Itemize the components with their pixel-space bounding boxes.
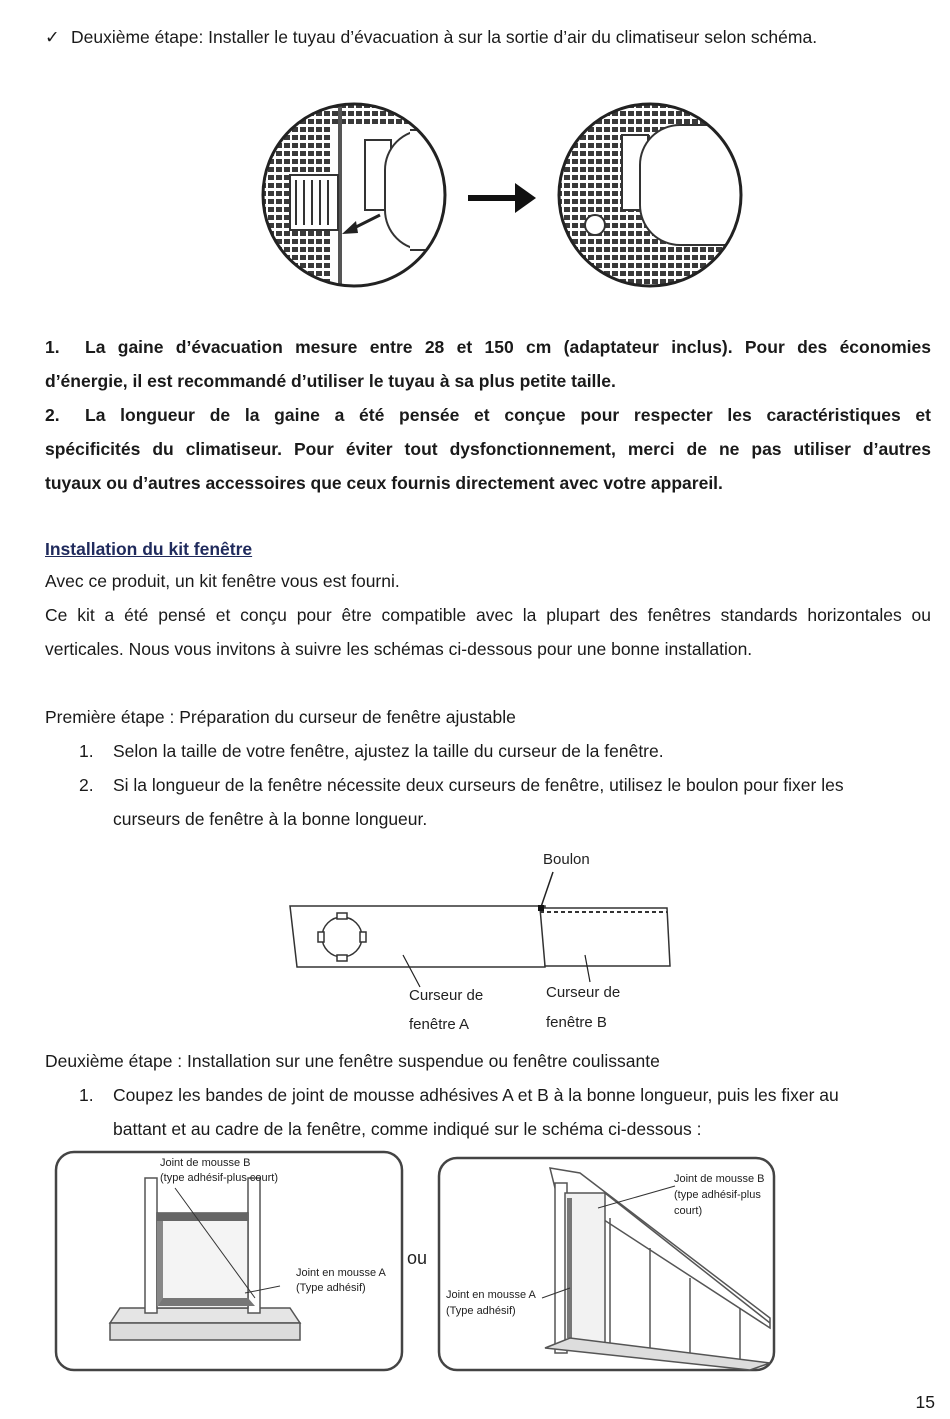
list-number: 2.	[79, 775, 94, 795]
note-1-line-2: d’énergie, il est recommandé d’utiliser le tuyau à sa plus petite taille.	[45, 371, 616, 391]
list-number: 1.	[79, 741, 94, 761]
slider-b	[540, 908, 670, 966]
note-2-number: 2.	[45, 405, 60, 425]
arrow-right-icon	[468, 183, 536, 213]
note-2-line-1	[45, 398, 931, 432]
slider-a-label-2: fenêtre A	[409, 1016, 470, 1033]
kit-paragraph-2-line-2: verticales. Nous vous invitons à suivre les schémas ci-dessous pour une bonne installation.	[45, 639, 753, 659]
foam-b-type-label: (type adhésif-plus court)	[160, 1172, 278, 1184]
window-figures	[50, 1148, 780, 1378]
hose-installation-figure	[260, 95, 750, 295]
page-number: 15	[915, 1392, 935, 1412]
checklist-item	[45, 22, 817, 52]
hanging-window-panel	[56, 1152, 402, 1370]
bolt-label: Boulon	[543, 851, 590, 868]
slider-b-label: Curseur de	[546, 984, 621, 1001]
second-step-item-1-cont: battant et au cadre de la fenêtre, comme indiqué sur le schéma ci-dessous :	[113, 1119, 702, 1139]
note-1-text: La gaine d’évacuation mesure entre 28 et 150 cm (adaptateur inclus). Pour des économies	[85, 337, 931, 357]
checklist-text: Deuxième étape: Installer le tuyau d’évacuation à sur la sortie d’air du climatiseur selon schéma.	[71, 27, 818, 47]
check-icon: ✓	[45, 27, 60, 47]
first-step-item-2-cont: curseurs de fenêtre à la bonne longueur.	[113, 809, 428, 829]
foam-b-label-right: Joint de mousse B	[674, 1173, 765, 1185]
note-2-line-2: spécificités du climatiseur. Pour éviter tout dysfonctionnement, merci de ne pas utiliser d’autres	[45, 439, 931, 459]
second-step-title: Deuxième étape : Installation sur une fenêtre suspendue ou fenêtre coulissante	[45, 1051, 660, 1071]
foam-a-type-label: (Type adhésif)	[296, 1282, 366, 1294]
first-step-title: Première étape : Préparation du curseur de fenêtre ajustable	[45, 707, 516, 727]
slider-a-label: Curseur de	[409, 987, 484, 1004]
note-1-number: 1.	[45, 337, 60, 357]
list-text: Selon la taille de votre fenêtre, ajustez la taille du curseur de la fenêtre.	[113, 741, 664, 761]
first-step-item-2	[79, 768, 844, 802]
section-heading: Installation du kit fenêtre	[45, 539, 253, 559]
foam-b-type-label-right: (type adhésif-plus	[674, 1189, 761, 1201]
note-1-line-1	[45, 330, 931, 364]
second-step-item-1	[79, 1078, 931, 1112]
slider-b-label-2: fenêtre B	[546, 1014, 607, 1031]
sliding-window-panel	[439, 1158, 774, 1370]
foam-a-label-right: Joint en mousse A	[446, 1289, 536, 1301]
or-label: ou	[407, 1248, 428, 1268]
note-2-line-3: tuyaux ou d’autres accessoires que ceux fournis directement avec votre appareil.	[45, 473, 723, 493]
after-circle	[556, 95, 750, 295]
list-text: Coupez les bandes de joint de mousse adhésives A et B à la bonne longueur, puis les fixer au	[113, 1085, 839, 1105]
kit-paragraph-2-line-1: Ce kit a été pensé et conçu pour être compatible avec la plupart des fenêtres standards horizontales ou	[45, 605, 931, 625]
foam-b-label: Joint de mousse B	[160, 1157, 251, 1169]
first-step-item-1	[79, 734, 664, 768]
foam-a-label: Joint en mousse A	[296, 1267, 386, 1279]
foam-a-type-label-right: (Type adhésif)	[446, 1305, 516, 1317]
foam-b-type-label-right-2: court)	[674, 1205, 703, 1217]
window-slider-figure	[285, 842, 685, 1037]
note-2-text: La longueur de la gaine a été pensée et conçue pour respecter les caractéristiques et	[85, 405, 931, 425]
list-number: 1.	[79, 1085, 94, 1105]
kit-paragraph-1: Avec ce produit, un kit fenêtre vous est fourni.	[45, 571, 400, 591]
list-text: Si la longueur de la fenêtre nécessite deux curseurs de fenêtre, utilisez le boulon pour fixer les	[113, 775, 844, 795]
